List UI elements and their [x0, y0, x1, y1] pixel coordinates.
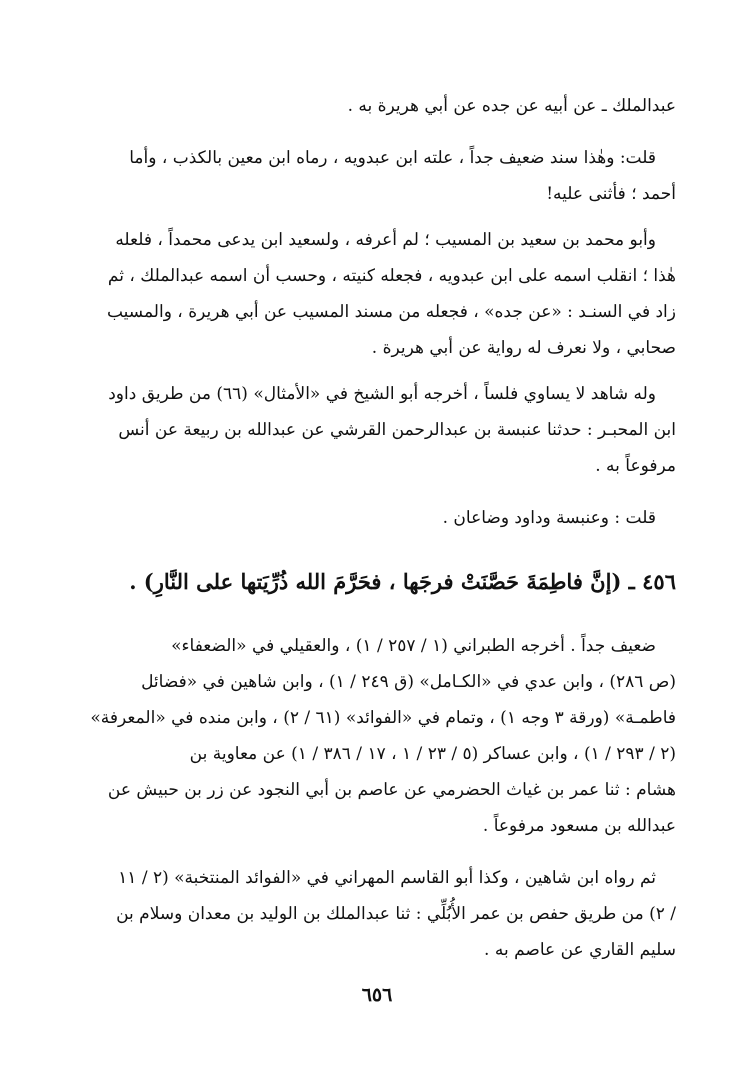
text-line: صحابي ، ولا نعرف له رواية عن أبي هريرة . — [371, 338, 676, 358]
text-line: زاد في السنـد : «عن جده» ، فجعله من مسند المسيب عن أبي هريرة ، والمسيب — [106, 302, 676, 322]
text-line: هٰذا ؛ انقلب اسمه على ابن عبدويه ، فجعله كنيته ، وحسب أن اسمه عبدالملك ، ثم — [107, 266, 676, 286]
page-number: ٦٥٦ — [361, 984, 393, 1006]
paragraph-4 — [76, 376, 676, 484]
text-line: وأبو محمد بن سعيد بن المسيب ؛ لم أعرفه ، ولسعيد ابن يدعى محمداً ، فلعله — [115, 230, 656, 250]
text-line: سليم القاري عن عاصم به . — [484, 940, 676, 960]
text-line: وله شاهد لا يساوي فلساً ، أخرجه أبو الشيخ في «الأمثال» (٦٦) من طريق داود — [108, 384, 656, 404]
paragraph-3 — [76, 222, 676, 366]
paragraph-7 — [76, 860, 676, 968]
paragraph-1 — [76, 88, 676, 124]
text-line: ثم رواه ابن شاهين ، وكذا أبو القاسم المهراني في «الفوائد المنتخبة» (٢ / ١١ — [118, 868, 656, 888]
text-line: ابن المحبـر : حدثنا عنبسة بن عبدالرحمن القرشي عن عبدالله بن ربيعة عن أنس — [118, 420, 676, 440]
text-line: هشام : ثنا عمر بن غياث الحضرمي عن عاصم بن أبي النجود عن زر بن حبيش عن — [107, 780, 676, 800]
paragraph-2 — [76, 140, 676, 212]
text-line: قلت : وعنبسة وداود وضاعان . — [442, 508, 656, 528]
text-line: قلت: وهٰذا سند ضعيف جداً ، علته ابن عبدويه ، رماه ابن معين بالكذب ، وأما — [129, 148, 656, 168]
text-line: فاطمـة» (ورقة ٣ وجه ١) ، وتمام في «الفوائد» (٦١ / ٢) ، وابن منده في «المعرفة» — [90, 708, 676, 728]
text-line: (ص ٢٨٦) ، وابن عدي في «الكـامل» (ق ٢٤٩ / ١) ، وابن شاهين في «فضائل — [141, 672, 676, 692]
text-line: مرفوعاً به . — [595, 456, 676, 476]
text-line: عبدالله بن مسعود مرفوعاً . — [482, 816, 676, 836]
text-line: أحمد ؛ فأثنى عليه! — [546, 184, 676, 204]
text-line: ضعيف جداً . أخرجه الطبراني (١ / ٢٥٧ / ١) ، والعقيلي في «الضعفاء» — [171, 636, 656, 656]
text-line: (٢ / ٢٩٣ / ١) ، وابن عساكر (٥ / ٢٣ / ١ ، ١٧ / ٣٨٦ / ١) عن معاوية بن — [189, 744, 676, 764]
paragraph-6 — [76, 628, 676, 844]
paragraph-5 — [76, 500, 676, 536]
text-line: عبدالملك ـ عن أبيه عن جده عن أبي هريرة به . — [347, 96, 676, 116]
text-line: / ٢) من طريق حفص بن عمر الأُبُلِّي : ثنا عبدالملك بن الوليد بن معدان وسلام بن — [116, 904, 676, 924]
hadith-heading: ٤٥٦ ـ (إنَّ فاطِمَةَ حَصَّنَتْ فرجَها ، فحَرَّمَ الله ذُرِّيَتها على النَّارِ) . — [129, 569, 676, 594]
